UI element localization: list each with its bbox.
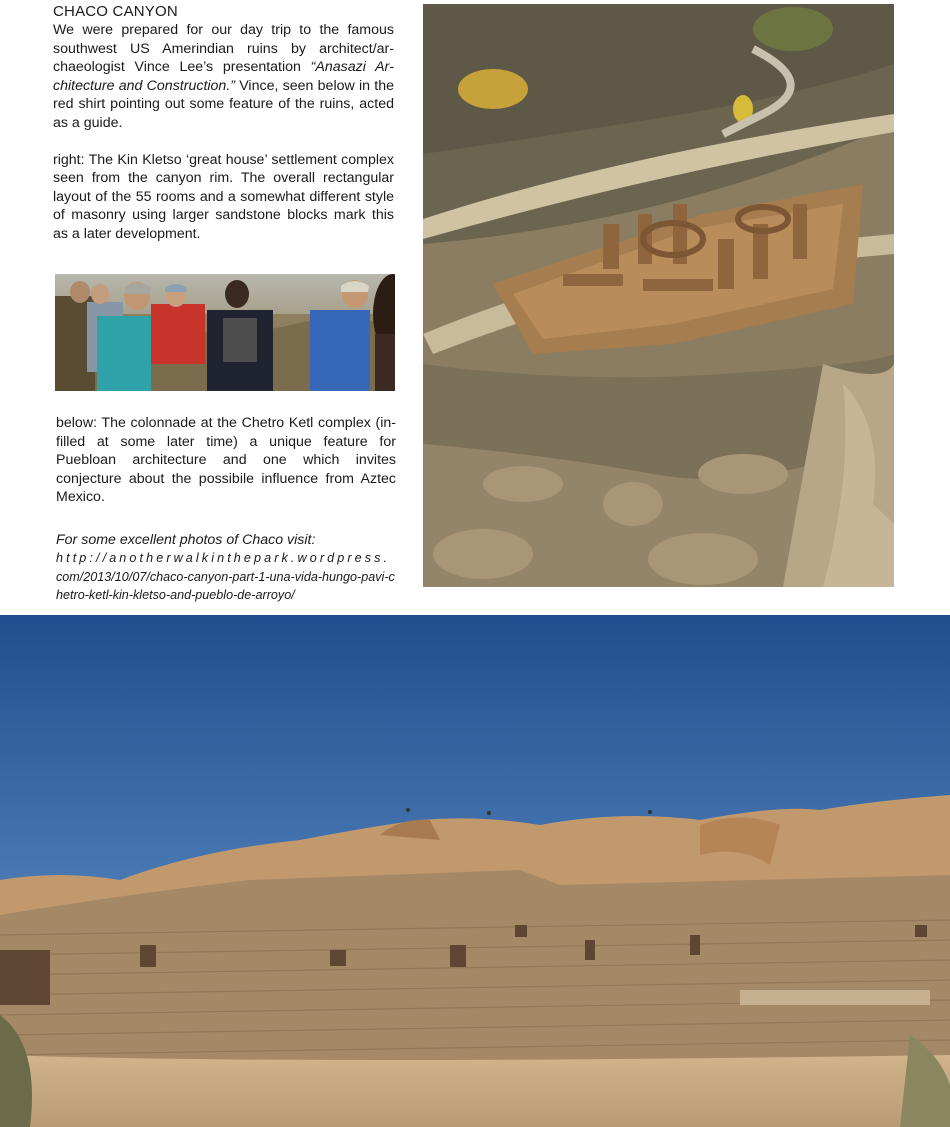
guide-group-photo bbox=[55, 274, 395, 391]
photo-link-line1[interactable]: http://anotherwalkinthepark.wordpress. bbox=[56, 550, 391, 565]
below-photo-caption: below: The colonnade at the Chetro Ketl complex (infilled at some later time) a unique feature for Puebloan architecture and one which invites conjecture about the possibile influence from Aztec Mexico. bbox=[56, 415, 396, 506]
intro-paragraph bbox=[53, 21, 394, 133]
presentation-title: “Anasazi Architecture and Construction.” bbox=[53, 59, 394, 94]
lower-text-block bbox=[56, 414, 396, 605]
intro-text: We were prepared for our day trip to the famous southwest US Amerindian ruins by architect/archaeologist Vince Lee’s presentation bbox=[53, 22, 394, 76]
photo-link[interactable] bbox=[56, 549, 396, 605]
article-title: CHACO CANYON bbox=[53, 3, 178, 20]
link-lead-text: For some excellent photos of Chaco visit: bbox=[56, 531, 316, 548]
photo-link-rest[interactable]: com/2013/10/07/chaco-canyon-part-1-una-vida-hungo-pavi-chetro-ketl-kin-kletso-and-pueblo-de-arroyo/ bbox=[56, 569, 395, 603]
article-text-column bbox=[53, 3, 394, 244]
right-photo-caption: right: The Kin Kletso ‘great house’ settlement complex seen from the canyon rim. The overall rectangular layout of the 55 rooms and a somewhat different style of masonry using larger sandstone blocks mark this as a later development. bbox=[53, 151, 394, 242]
intro-text-end: Vince, seen below in the red shirt pointing out some feature of the ruins, acted as a guide. bbox=[53, 77, 394, 131]
kin-kletso-aerial-photo bbox=[423, 4, 894, 587]
chetro-ketl-wall-photo bbox=[0, 615, 950, 1127]
